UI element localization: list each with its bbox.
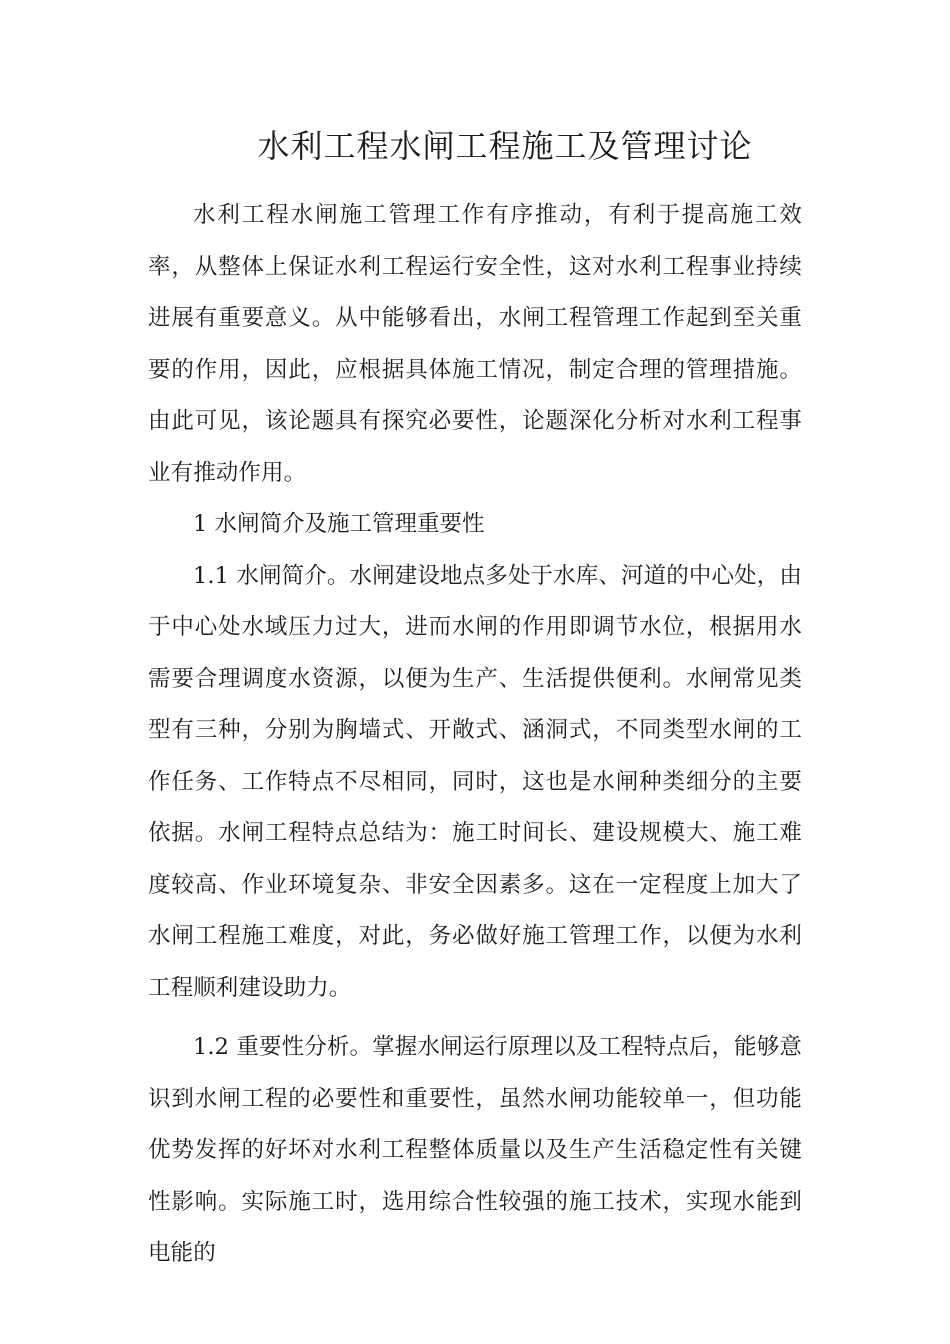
section-1-2-paragraph: 1.2 重要性分析。掌握水闸运行原理以及工程特点后，能够意识到水闸工程的必要性和重要性，虽然水闸功能较单一，但功能优势发挥的好坏对水利工程整体质量以及生产生活稳定性有关键性影响。实际施工时，选用综合性较强的施工技术，实现水能到电能的 (148, 1034, 802, 1266)
document-body (148, 190, 802, 1280)
section-1-heading: 1 水闸简介及施工管理重要性 (193, 511, 485, 537)
intro-paragraph: 水利工程水闸施工管理工作有序推动，有利于提高施工效率，从整体上保证水利工程运行安全性，这对水利工程事业持续进展有重要意义。从中能够看出，水闸工程管理工作起到至关重要的作用，因此，应根据具体施工情况，制定合理的管理措施。由此可见，该论题具有探究必要性，论题深化分析对水利工程事业有推动作用。 (148, 202, 802, 486)
document-title: 水利工程水闸工程施工及管理讨论 (257, 127, 753, 165)
section-1-1-paragraph: 1.1 水闸简介。水闸建设地点多处于水库、河道的中心处，由于中心处水域压力过大，进而水闸的作用即调节水位，根据用水需要合理调度水资源，以便为生产、生活提供便利。水闸常见类型有三种，分别为胸墙式、开敞式、涵洞式，不同类型水闸的工作任务、工作特点不尽相同，同时，这也是水闸种类细分的主要依据。水闸工程特点总结为：施工时间长、建设规模大、施工难度较高、作业环境复杂、非安全因素多。这在一定程度上加大了水闸工程施工难度，对此，务必做好施工管理工作，以便为水利工程顺利建设助力。 (148, 562, 802, 1001)
paragraph-spacer (148, 1014, 802, 1022)
